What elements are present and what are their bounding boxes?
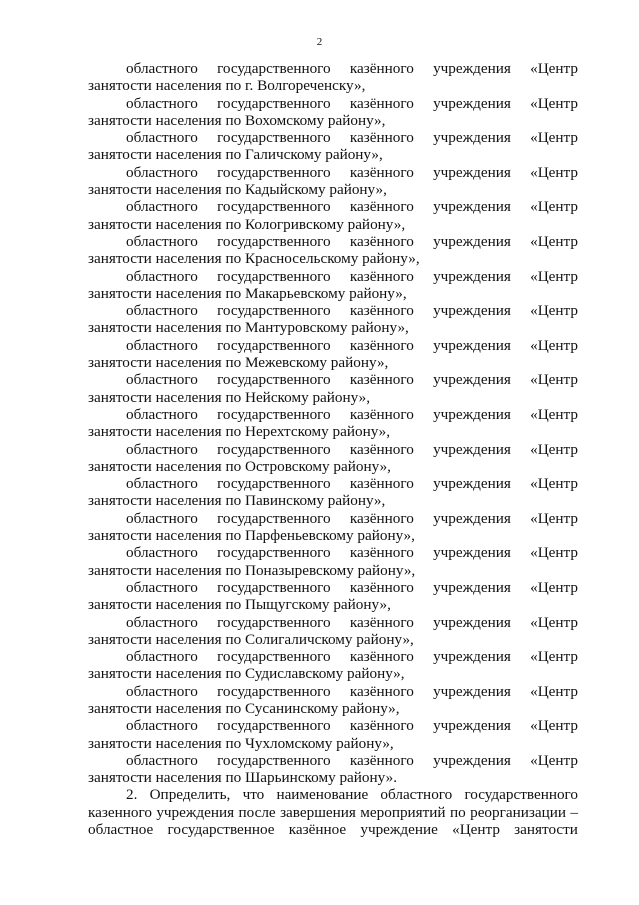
list-item-line-1	[88, 717, 578, 734]
list-item-word: учреждения	[433, 198, 511, 216]
list-item-word: областного	[126, 682, 198, 700]
list-item-word: «Центр	[530, 198, 578, 216]
paragraph-word: «Центр	[452, 821, 500, 839]
list-item-word: государственного	[217, 751, 331, 769]
list-item	[88, 95, 578, 130]
list-item-word: «Центр	[530, 163, 578, 181]
list-item-word: областного	[126, 475, 198, 493]
list-item-word: казённого	[349, 648, 414, 666]
list-item-word: учреждения	[433, 544, 511, 562]
list-item-line-2: занятости населения по Кологривскому району»,	[88, 215, 406, 233]
list-item-word: учреждения	[433, 267, 511, 285]
list-item-word: «Центр	[530, 682, 578, 700]
list-item-word: казённого	[349, 613, 414, 631]
list-item-word: государственного	[217, 129, 331, 147]
list-item-word: областного	[126, 129, 198, 147]
list-item	[88, 337, 578, 372]
paragraph-word: областного	[380, 786, 453, 804]
list-item-word: учреждения	[433, 578, 511, 596]
list-item-word: государственного	[217, 198, 331, 216]
list-item-word: «Центр	[530, 302, 578, 320]
paragraph-word: завершения	[280, 803, 356, 821]
paragraph-word: наименование	[276, 786, 369, 804]
list-item	[88, 614, 578, 649]
paragraph-word: казённое	[288, 821, 347, 839]
list-item-word: казённого	[349, 751, 414, 769]
list-item-line-1	[88, 337, 578, 354]
list-item-line-2: занятости населения по Красносельскому району»,	[88, 250, 420, 268]
institution-list	[88, 60, 578, 786]
paragraph-word: государственного	[464, 786, 578, 804]
list-item	[88, 129, 578, 164]
list-item-line-2: занятости населения по Чухломскому району»,	[88, 734, 394, 752]
list-item-word: областного	[126, 302, 198, 320]
page-number: 2	[316, 36, 323, 48]
list-item-word: казённого	[349, 371, 414, 389]
list-item-word: «Центр	[530, 544, 578, 562]
list-item-word: «Центр	[530, 371, 578, 389]
list-item-word: казённого	[349, 267, 414, 285]
list-item-word: государственного	[217, 336, 331, 354]
paragraph-word: Определить,	[149, 786, 231, 804]
list-item-word: казённого	[349, 544, 414, 562]
list-item-word: учреждения	[433, 405, 511, 423]
list-item-word: казённого	[349, 163, 414, 181]
paragraph-word: реорганизации	[470, 803, 566, 821]
document-body	[88, 60, 578, 838]
list-item-word: областного	[126, 648, 198, 666]
list-item-word: государственного	[217, 578, 331, 596]
list-item-line-1	[88, 95, 578, 112]
list-item-line-2: занятости населения по Мантуровскому району»,	[88, 319, 409, 337]
paragraph-word: учреждение	[360, 821, 438, 839]
closing-paragraph	[88, 786, 578, 838]
list-item-word: учреждения	[433, 682, 511, 700]
list-item-line-1	[88, 371, 578, 388]
paragraph-word: по	[449, 803, 466, 821]
list-item-line-1	[88, 614, 578, 631]
list-item-word: «Центр	[530, 648, 578, 666]
list-item	[88, 717, 578, 752]
list-item-word: учреждения	[433, 94, 511, 112]
list-item-word: областного	[126, 163, 198, 181]
list-item-word: областного	[126, 578, 198, 596]
list-item-word: государственного	[217, 405, 331, 423]
list-item	[88, 544, 578, 579]
list-item-line-2: занятости населения по Макарьевскому району»,	[88, 284, 407, 302]
list-item-word: казённого	[349, 232, 414, 250]
paragraph-word: областное	[88, 821, 154, 839]
list-item	[88, 60, 578, 95]
list-item-word: «Центр	[530, 405, 578, 423]
list-item-word: учреждения	[433, 751, 511, 769]
list-item-line-1	[88, 475, 578, 492]
list-item-line-1	[88, 406, 578, 423]
list-item-word: казённого	[349, 475, 414, 493]
list-item	[88, 302, 578, 337]
list-item-line-1	[88, 648, 578, 665]
list-item-word: «Центр	[530, 94, 578, 112]
list-item-line-2: занятости населения по Кадыйскому району»,	[88, 181, 387, 199]
list-item-word: казённого	[349, 198, 414, 216]
list-item-line-2: занятости населения по Сусанинскому району»,	[88, 699, 400, 717]
list-item-word: казённого	[349, 509, 414, 527]
list-item-line-1	[88, 198, 578, 215]
list-item-word: казённого	[349, 94, 414, 112]
list-item-word: «Центр	[530, 717, 578, 735]
list-item	[88, 268, 578, 303]
paragraph-word: после	[238, 803, 276, 821]
list-item-line-1	[88, 164, 578, 181]
list-item-word: государственного	[217, 509, 331, 527]
list-item-word: областного	[126, 544, 198, 562]
list-item-line-1	[88, 60, 578, 77]
paragraph-word: 2.	[126, 786, 138, 804]
list-item-word: государственного	[217, 163, 331, 181]
list-item-word: учреждения	[433, 336, 511, 354]
list-item-line-1	[88, 268, 578, 285]
list-item-word: областного	[126, 232, 198, 250]
list-item-word: государственного	[217, 232, 331, 250]
list-item-line-2: занятости населения по Поназыревскому району»,	[88, 561, 416, 579]
list-item-word: учреждения	[433, 509, 511, 527]
list-item-word: областного	[126, 60, 198, 77]
list-item-word: «Центр	[530, 509, 578, 527]
list-item-line-2: занятости населения по г. Волгореченску»,	[88, 77, 366, 95]
list-item-line-1	[88, 579, 578, 596]
list-item-word: учреждения	[433, 648, 511, 666]
list-item-word: областного	[126, 717, 198, 735]
list-item	[88, 371, 578, 406]
list-item-word: учреждения	[433, 613, 511, 631]
paragraph-word: что	[242, 786, 265, 804]
list-item-word: государственного	[217, 717, 331, 735]
list-item-word: «Центр	[530, 336, 578, 354]
paragraph-word: –	[570, 803, 578, 821]
list-item-word: государственного	[217, 371, 331, 389]
list-item-word: государственного	[217, 267, 331, 285]
paragraph-line	[88, 821, 578, 838]
list-item-line-2: занятости населения по Шарьинскому району».	[88, 769, 398, 787]
list-item-line-1	[88, 233, 578, 250]
list-item-line-2: занятости населения по Павинскому району»,	[88, 492, 386, 510]
list-item-word: учреждения	[433, 60, 511, 77]
list-item-word: государственного	[217, 544, 331, 562]
list-item-line-1	[88, 544, 578, 561]
list-item	[88, 510, 578, 545]
list-item	[88, 752, 578, 787]
list-item-word: казённого	[349, 440, 414, 458]
list-item-word: «Центр	[530, 232, 578, 250]
list-item-word: учреждения	[433, 129, 511, 147]
list-item-word: государственного	[217, 94, 331, 112]
list-item-word: областного	[126, 371, 198, 389]
list-item-word: учреждения	[433, 163, 511, 181]
list-item-word: казённого	[349, 129, 414, 147]
list-item-line-2: занятости населения по Вохомскому району»,	[88, 111, 386, 129]
list-item-word: «Центр	[530, 60, 578, 77]
paragraph-word: мероприятий	[360, 803, 446, 821]
paragraph-word: государственное	[167, 821, 275, 839]
list-item	[88, 164, 578, 199]
list-item-word: учреждения	[433, 302, 511, 320]
list-item-word: областного	[126, 509, 198, 527]
list-item-line-2: занятости населения по Островскому району»,	[88, 457, 391, 475]
list-item-line-2: занятости населения по Судиславскому району»,	[88, 665, 405, 683]
list-item-word: государственного	[217, 302, 331, 320]
list-item	[88, 406, 578, 441]
list-item-line-2: занятости населения по Нейскому району»,	[88, 388, 371, 406]
list-item-word: государственного	[217, 475, 331, 493]
paragraph-word: занятости	[514, 821, 578, 839]
list-item	[88, 441, 578, 476]
list-item-line-1	[88, 752, 578, 769]
list-item-line-2: занятости населения по Парфеньевскому району»,	[88, 527, 415, 545]
list-item-line-2: занятости населения по Солигаличскому району»,	[88, 630, 414, 648]
list-item-word: казённого	[349, 60, 414, 77]
list-item-word: областного	[126, 336, 198, 354]
list-item-line-1	[88, 510, 578, 527]
list-item-line-2: занятости населения по Галичскому району»,	[88, 146, 383, 164]
list-item	[88, 683, 578, 718]
list-item-word: областного	[126, 405, 198, 423]
list-item-word: «Центр	[530, 578, 578, 596]
list-item-word: казённого	[349, 578, 414, 596]
list-item	[88, 475, 578, 510]
list-item-word: учреждения	[433, 475, 511, 493]
list-item	[88, 233, 578, 268]
list-item-line-2: занятости населения по Нерехтскому району»,	[88, 423, 391, 441]
list-item	[88, 198, 578, 233]
list-item-word: учреждения	[433, 717, 511, 735]
list-item-word: учреждения	[433, 232, 511, 250]
list-item-line-1	[88, 683, 578, 700]
list-item-line-2: занятости населения по Межевскому району»,	[88, 354, 389, 372]
list-item	[88, 648, 578, 683]
list-item-line-1	[88, 441, 578, 458]
list-item-word: казённого	[349, 302, 414, 320]
list-item-word: казённого	[349, 405, 414, 423]
list-item-line-1	[88, 302, 578, 319]
list-item-word: областного	[126, 440, 198, 458]
paragraph-word: учреждения	[156, 803, 235, 821]
list-item-word: учреждения	[433, 440, 511, 458]
list-item-word: «Центр	[530, 440, 578, 458]
paragraph-word: казенного	[88, 803, 152, 821]
paragraph-line	[88, 786, 578, 803]
list-item-line-2: занятости населения по Пыщугскому району»,	[88, 596, 391, 614]
list-item-word: казённого	[349, 717, 414, 735]
list-item-word: казённого	[349, 336, 414, 354]
list-item-word: областного	[126, 751, 198, 769]
list-item-word: «Центр	[530, 751, 578, 769]
list-item-word: государственного	[217, 648, 331, 666]
list-item-word: государственного	[217, 440, 331, 458]
list-item-word: учреждения	[433, 371, 511, 389]
list-item-word: «Центр	[530, 267, 578, 285]
list-item-word: «Центр	[530, 129, 578, 147]
list-item	[88, 579, 578, 614]
list-item-word: областного	[126, 613, 198, 631]
list-item-word: государственного	[217, 613, 331, 631]
paragraph-line	[88, 804, 578, 821]
list-item-word: государственного	[217, 60, 331, 77]
list-item-word: областного	[126, 94, 198, 112]
list-item-word: «Центр	[530, 475, 578, 493]
list-item-word: областного	[126, 198, 198, 216]
list-item-word: казённого	[349, 682, 414, 700]
list-item-line-1	[88, 129, 578, 146]
list-item-word: государственного	[217, 682, 331, 700]
list-item-word: областного	[126, 267, 198, 285]
list-item-word: «Центр	[530, 613, 578, 631]
